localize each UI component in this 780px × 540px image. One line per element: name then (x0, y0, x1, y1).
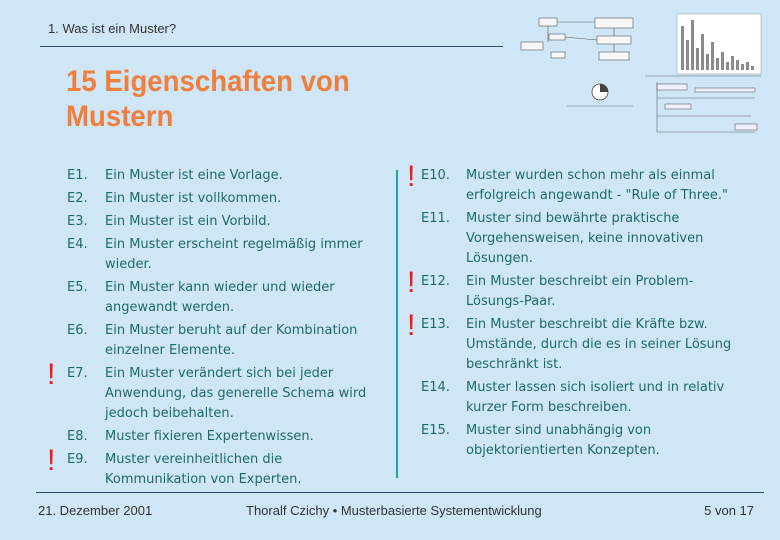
property-text: Ein Muster ist vollkommen. (105, 191, 282, 206)
property-item (67, 321, 387, 361)
property-item (67, 235, 387, 275)
slide-title (66, 64, 350, 134)
property-code: E10. (421, 168, 450, 183)
property-text: Ein Muster beruht auf der Kombination einzelner Elemente. (105, 323, 358, 358)
exclamation-icon: ! (47, 444, 56, 477)
property-code: E4. (67, 237, 88, 252)
property-list-right (407, 160, 756, 464)
property-item (47, 358, 387, 424)
exclamation-icon: ! (47, 358, 56, 391)
property-text: Muster lassen sich isoliert und in relativ kurzer Form beschreiben. (466, 380, 725, 415)
property-item (67, 212, 387, 232)
thumbnail-collage (515, 12, 765, 137)
thumbnail-flow-diagram (645, 76, 761, 132)
property-code: E1. (67, 168, 88, 183)
thumbnail-pie (567, 84, 633, 106)
property-text: Ein Muster beschreibt ein Problem-Lösungs-Paar. (466, 274, 694, 309)
property-text: Muster sind bewährte praktische Vorgehensweisen, keine innovativen Lösungen. (466, 211, 704, 266)
property-text: Muster wurden schon mehr als einmal erfolgreich angewandt - "Rule of Three." (466, 168, 728, 203)
property-code: E15. (421, 423, 450, 438)
exclamation-icon: ! (407, 309, 416, 342)
property-text: Muster sind unabhängig von objektorientierten Konzepten. (466, 423, 660, 458)
property-item (421, 378, 756, 418)
property-code: E6. (67, 323, 88, 338)
property-list-left (47, 166, 387, 493)
exclamation-icon: ! (407, 266, 416, 299)
property-item (421, 209, 756, 269)
property-code: E5. (67, 280, 88, 295)
footer-rule (36, 492, 764, 493)
property-item (67, 166, 387, 186)
footer-date: 21. Dezember 2001 (38, 503, 153, 518)
property-code: E8. (67, 429, 88, 444)
property-item (67, 189, 387, 209)
section-header: 1. Was ist ein Muster? (48, 21, 177, 36)
property-code: E13. (421, 317, 450, 332)
property-code: E14. (421, 380, 450, 395)
property-text: Ein Muster kann wieder und wieder angewandt werden. (105, 280, 335, 315)
property-item (421, 421, 756, 461)
property-text: Ein Muster ist ein Vorbild. (105, 214, 271, 229)
property-text: Ein Muster erscheint regelmäßig immer wieder. (105, 237, 363, 272)
property-item (407, 309, 756, 375)
property-code: E2. (67, 191, 88, 206)
footer-author-course: Thoralf Czichy • Musterbasierte Systementwicklung (246, 503, 542, 518)
thumbnail-uml-diagram (521, 18, 633, 60)
property-item (67, 427, 387, 447)
property-text: Ein Muster ist eine Vorlage. (105, 168, 283, 183)
property-item (407, 160, 756, 206)
slide-title-line2: Mustern (66, 100, 174, 133)
footer-page-number: 5 von 17 (704, 503, 754, 518)
header-rule (40, 46, 503, 47)
property-item (47, 444, 387, 490)
property-text: Muster vereinheitlichen die Kommunikation von Experten. (105, 452, 302, 487)
property-text: Ein Muster verändert sich bei jeder Anwendung, das generelle Schema wird jedoch beibehalten. (105, 366, 367, 421)
property-code: E12. (421, 274, 450, 289)
column-divider (396, 170, 398, 478)
slide-title-line1: 15 Eigenschaften von (66, 65, 350, 98)
property-item (407, 266, 756, 312)
property-item (67, 278, 387, 318)
property-text: Ein Muster beschreibt die Kräfte bzw. Umstände, durch die es in seiner Lösung beschränkt ist. (466, 317, 732, 372)
property-code: E3. (67, 214, 88, 229)
property-code: E11. (421, 211, 450, 226)
thumbnail-bar-chart (677, 14, 761, 74)
property-code: E9. (67, 452, 88, 467)
property-text: Muster fixieren Expertenwissen. (105, 429, 314, 444)
property-code: E7. (67, 366, 88, 381)
exclamation-icon: ! (407, 160, 416, 193)
